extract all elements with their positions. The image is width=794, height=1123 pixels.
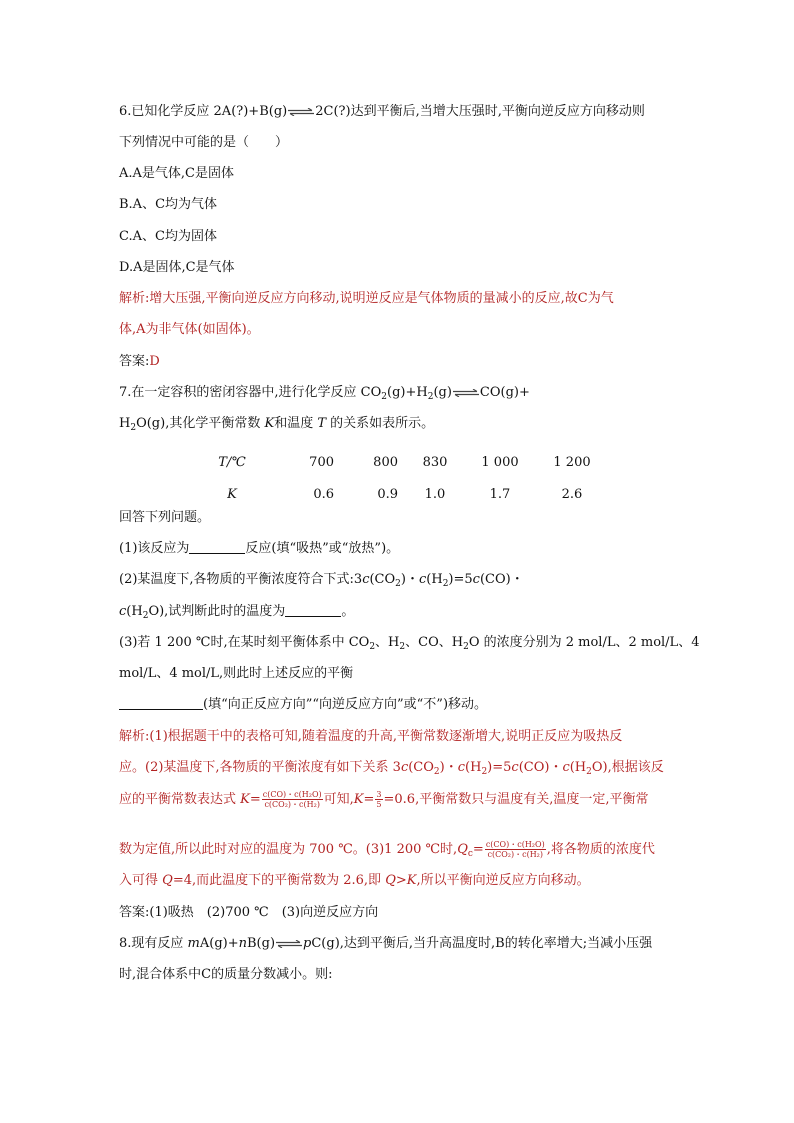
k-symbol: K	[353, 792, 364, 807]
analysis-text: (CO	[408, 760, 434, 775]
q7-analysis-line1: 解析:(1)根据题干中的表格可知,随着温度的升高,平衡常数逐渐增大,说明正反应为吸热反	[119, 729, 623, 744]
subscript: c	[467, 849, 473, 859]
analysis-text: (CO)・	[518, 760, 563, 775]
q7-prompt: 回答下列问题。	[119, 510, 211, 525]
part-text: (H	[126, 604, 143, 619]
part-text: 、CO、H	[405, 635, 464, 650]
analysis-text: )=5	[487, 760, 512, 775]
part-text: (CO	[369, 572, 396, 587]
analysis-text: )・	[439, 760, 458, 775]
stem-text: C(g),达到平衡后,当升高温度时,B的转化率增大;当减小压强	[311, 936, 653, 951]
stem-text: 的关系如表所示。	[326, 416, 435, 431]
c-symbol: c	[119, 604, 127, 619]
q-symbol: Q	[162, 873, 173, 888]
q7-part2-line2	[119, 603, 354, 625]
subscript: 2	[130, 423, 137, 433]
subscript: 2	[463, 642, 469, 652]
part-text: 。	[341, 604, 355, 619]
table-cell: 1 000	[481, 454, 519, 470]
equilibrium-arrow-icon	[453, 389, 479, 397]
k-symbol: K	[264, 416, 275, 431]
table-cell: 1.0	[424, 486, 446, 502]
stem-text: 8.现有反应	[119, 936, 188, 951]
fraction-denominator: c(CO₂)・c(H₂)	[264, 800, 320, 809]
stem-text: 和温度	[274, 416, 318, 431]
table-cell: 700	[309, 454, 334, 470]
table-cell: 2.6	[561, 486, 583, 502]
part-text: O),试判断此时的温度为	[148, 604, 286, 619]
part-text: (1)该反应为	[119, 541, 190, 556]
equilibrium-constant-table	[212, 446, 612, 510]
analysis-text: 入可得	[119, 873, 163, 888]
part-text: (3)若 1 200 ℃时,在某时刻平衡体系中 CO	[119, 635, 370, 650]
subscript: 2	[381, 392, 388, 402]
table-cell: 0.6	[313, 486, 334, 502]
analysis-text: ,将各物质的浓度代	[546, 842, 655, 857]
table-cell: K	[227, 486, 237, 502]
fraction-numerator: c(CO)・c(H₂O)	[485, 840, 545, 849]
stem-text: O(g),其化学平衡常数	[136, 416, 265, 431]
part-text: O 的浓度分别为 2 mol/L、2 mol/L、4	[468, 635, 700, 650]
stem-text: (g)	[433, 385, 452, 400]
table-cell: T/℃	[218, 454, 246, 470]
fraction-denominator: 5	[376, 800, 382, 809]
q6-option-a: A.A是气体,C是固体	[119, 166, 234, 181]
part-text: 、H	[375, 635, 400, 650]
subscript: 2	[442, 579, 449, 589]
stem-text: H	[119, 416, 131, 431]
table-row-temperature	[212, 446, 612, 478]
k-symbol: K	[240, 792, 250, 807]
q7-answer: 答案:(1)吸热 (2)700 ℃ (3)向逆反应方向	[119, 905, 379, 920]
subscript: 2	[395, 579, 401, 589]
q-symbol: Q	[457, 842, 468, 857]
q7-part3-line2: mol/L、4 mol/L,则此时上述反应的平衡	[119, 666, 354, 681]
table-cell: 0.9	[377, 486, 398, 502]
stem-text: (g)+H	[387, 385, 428, 400]
coefficient-m: m	[187, 936, 200, 951]
q7-analysis-line2	[119, 759, 664, 781]
analysis-text: =4,而此温度下的平衡常数为 2.6,即	[172, 873, 386, 888]
c-symbol: c	[457, 760, 466, 775]
q7-analysis-line5	[119, 872, 590, 890]
answer-blank[interactable]	[285, 603, 341, 617]
q-symbol: Q	[385, 873, 396, 888]
q6-stem-line2: 下列情况中可能的是（ ）	[119, 135, 289, 150]
analysis-text: =0.6,平衡常数只与温度有关,温度一定,平衡常	[383, 792, 649, 807]
q8-stem-line2: 时,混合体系中C的质量分数减小。则:	[119, 967, 333, 982]
q6-stem-line1	[119, 103, 645, 121]
q7-part3-line1	[119, 634, 699, 656]
q7-part2-line1	[119, 571, 524, 593]
fraction-denominator: c(CO₂)・c(H₂)	[487, 850, 544, 859]
subscript: 2	[586, 767, 592, 777]
c-symbol: c	[511, 760, 519, 775]
fraction-numerator: 3	[376, 790, 382, 799]
stem-text: A(g)+	[199, 936, 239, 951]
fraction-numerator: c(CO)・c(H₂O)	[262, 790, 322, 799]
analysis-text: (H	[465, 760, 482, 775]
coefficient-p: p	[303, 936, 312, 951]
q6-analysis-line1: 解析:增大压强,平衡向逆反应方向移动,说明逆反应是气体物质的量减小的反应,故C为气	[119, 291, 614, 306]
subscript: 2	[481, 767, 488, 777]
analysis-text: 应的平衡常数表达式	[119, 792, 241, 807]
table-cell: 800	[373, 454, 398, 470]
part-text: (H	[426, 572, 443, 587]
analysis-text: (H	[569, 760, 587, 775]
subscript: 2	[427, 392, 434, 402]
analysis-text: ,所以平衡向逆反应方向移动。	[416, 873, 590, 888]
answer-value: D	[149, 354, 160, 369]
q6-option-c: C.A、C均为固体	[119, 229, 217, 244]
q7-analysis-line3: 应的平衡常数表达式 K= $\frac{\text{c(CO)・c(H₂O)}}{\text{c(CO₂)・c(H₂)}}$ 可知,K= $\frac{3}{5}$ =0.6,平衡常数只与温度有关,温度一定,平衡常	[119, 790, 649, 809]
analysis-text: 应。(2)某温度下,各物质的平衡浓度有如下关系 3	[119, 760, 401, 775]
subscript: 2	[369, 642, 376, 652]
c-symbol: c	[400, 760, 409, 775]
answer-blank[interactable]	[119, 696, 203, 710]
part-text: (CO)・	[479, 572, 524, 587]
q6-answer	[119, 353, 160, 371]
analysis-text: 可知,	[323, 792, 354, 807]
table-row-k	[212, 478, 612, 510]
c-symbol: c	[362, 572, 370, 587]
q6-option-d: D.A是固体,C是气体	[119, 260, 235, 275]
q8-stem-line1	[119, 935, 652, 953]
table-cell: 1 200	[553, 454, 591, 470]
subscript: 2	[433, 767, 440, 777]
equilibrium-arrow-icon	[276, 940, 302, 948]
stem-text: 7.在一定容积的密闭容器中,进行化学反应 CO	[119, 385, 382, 400]
q-expression-fraction	[485, 840, 546, 859]
part-text: )=5	[448, 572, 473, 587]
part-text: )・	[400, 572, 419, 587]
analysis-text: 数为定值,所以此时对应的温度为 700 ℃。(3)1 200 ℃时,	[119, 842, 458, 857]
q7-stem-line2	[119, 415, 434, 437]
t-symbol: T	[317, 416, 326, 431]
q7-stem-line1	[119, 384, 530, 406]
c-symbol: c	[562, 760, 570, 775]
k-symbol: K	[406, 873, 417, 888]
q6-analysis-line2: 体,A为非气体(如固体)。	[119, 322, 260, 337]
table-cell: 1.7	[489, 486, 511, 502]
k-expression-fraction	[262, 790, 323, 809]
q6-stem-text: 2C(?)达到平衡后,当增大压强时,平衡向逆反应方向移动则	[315, 104, 645, 119]
part-text: (2)某温度下,各物质的平衡浓度符合下式:3	[119, 572, 363, 587]
k-value-fraction	[375, 790, 382, 809]
q7-part3-line3	[119, 696, 487, 714]
q7-part1	[119, 540, 399, 558]
table-cell: 830	[422, 454, 448, 470]
analysis-text: O),根据该反	[591, 760, 664, 775]
part-text: 反应(填“吸热”或“放热”)。	[245, 541, 400, 556]
answer-blank[interactable]	[189, 540, 245, 554]
c-symbol: c	[418, 572, 427, 587]
part-text: (填“向正反应方向”“向逆反应方向”或“不”)移动。	[203, 697, 488, 712]
c-symbol: c	[472, 572, 480, 587]
coefficient-n: n	[238, 936, 247, 951]
q6-option-b: B.A、C均为气体	[119, 197, 218, 212]
subscript: 2	[399, 642, 406, 652]
analysis-text: >	[395, 873, 407, 888]
answer-label: 答案:	[119, 354, 150, 369]
q7-analysis-line4: 数为定值,所以此时对应的温度为 700 ℃。(3)1 200 ℃时$,Q_c=$ $\frac{\text{c(CO)・c(H₂O)}}{\text{c(CO₂)・c(H₂)}}$ ,将各物质的浓度代	[119, 840, 655, 859]
stem-text: CO(g)+	[479, 385, 530, 400]
stem-text: B(g)	[247, 936, 276, 951]
subscript: 2	[142, 611, 149, 621]
equilibrium-arrow-icon	[288, 108, 314, 116]
q6-stem-text: 6.已知化学反应 2A(?)+B(g)	[119, 104, 288, 119]
